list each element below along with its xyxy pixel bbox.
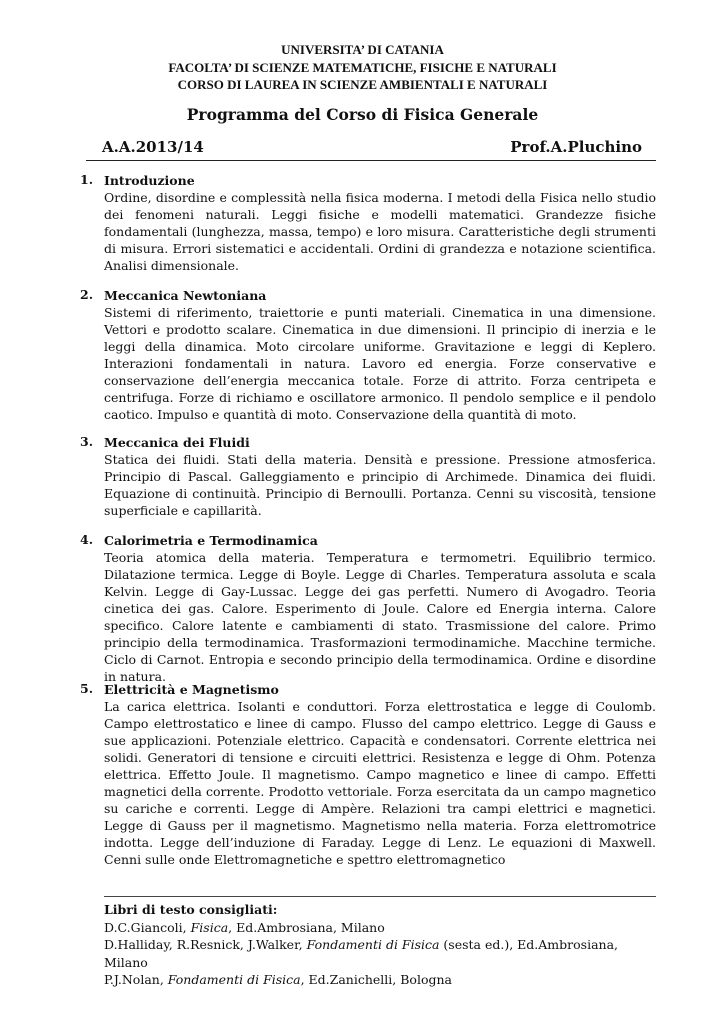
book-title: Fisica [190, 919, 229, 935]
section-number: 3. [80, 434, 94, 449]
section-1 [80, 172, 656, 274]
section-2 [80, 287, 656, 423]
section-5 [80, 681, 656, 868]
book-title: Fondamenti di Fisica [167, 972, 301, 987]
book-publisher: , Ed.Zanichelli, Bologna [300, 972, 452, 987]
section-title: Elettricità e Magnetismo [104, 682, 279, 697]
section-title: Meccanica Newtoniana [104, 288, 267, 303]
section-text: Teoria atomica della materia. Temperatura e termometri. Equilibrio termico. Dilatazione termica. Legge di Boyle. Legge di Charles. Temperatura assoluta e scala Kelvin. Legge di Gay-Lussac. Legge dei gas perfetti. Numero di Avogadro. Teoria cinetica dei gas. Calore. Esperimento di Joule. Calore ed Energia interna. Calore specifico. Calore latente e cambiamenti di stato. Trasmissione del calore. Primo principio della termodinamica. Trasformazioni termodinamiche. Macchine termiche. Ciclo di Carnot. Entropia e secondo principio della termodinamica. Ordine e disordine in natura. [104, 550, 656, 684]
faculty-name: FACOLTA’ DI SCIENZE MATEMATICHE, FISICHE E NATURALI [168, 60, 557, 75]
section-number: 5. [80, 681, 94, 696]
section-text: Statica dei fluidi. Stati della materia. Densità e pressione. Pressione atmosferica. Principio di Pascal. Galleggiamento e principio di Archimede. Dinamica dei fluidi. Equazione di continuità. Principio di Bernoulli. Portanza. Cenni su viscosità, tensione superficiale e capillarità. [104, 452, 656, 518]
book-item [104, 936, 656, 971]
book-author: D.C.Giancoli, [104, 919, 191, 935]
section-3 [80, 434, 656, 519]
section-text: La carica elettrica. Isolanti e conduttori. Forza elettrostatica e legge di Coulomb. Campo elettrostatico e linee di campo. Flusso del campo elettrico. Legge di Gauss e sue applicazioni. Potenziale elettrico. Capacità e condensatori. Corrente elettrica nei solidi. Generatori di tensione e circuiti elettrici. Resistenza e legge di Ohm. Potenza elettrica. Effetto Joule. Il magnetismo. Campo magnetico e linee di campo. Effetti magnetici della corrente. Prodotto vettoriale. Forza esercitata da un campo magnetico su cariche e correnti. Legge di Ampère. Relazioni tra campi elettrici e magnetici. Legge di Gauss per il magnetismo. Magnetismo nella materia. Forza elettromotrice indotta. Legge dell’induzione di Faraday. Legge di Lenz. Le equazioni di Maxwell. Cenni sulle onde Elettromagnetiche e spettro elettromagnetico [104, 699, 656, 867]
section-text: Ordine, disordine e complessità nella fisica moderna. I metodi della Fisica nello studio dei fenomeni naturali. Leggi fisiche e modelli matematici. Grandezze fisiche fondamentali (lunghezza, massa, tempo) e loro misura. Caratteristiche degli strumenti di misura. Errori sistematici e accidentali. Ordini di grandezza e notazione scientifica. Analisi dimensionale. [104, 190, 656, 273]
book-title: Fondamenti di Fisica [306, 937, 440, 952]
book-author: D.Halliday, R.Resnick, J.Walker, [104, 937, 307, 952]
section-title: Meccanica dei Fluidi [104, 435, 250, 450]
professor-name: Prof.A.Pluchino [510, 138, 642, 156]
recommended-books [104, 896, 656, 989]
section-number: 4. [80, 532, 94, 547]
book-publisher: (sesta ed.), Ed.Ambrosiana, Milano [104, 937, 618, 970]
section-number: 1. [80, 172, 94, 187]
book-item [104, 919, 656, 937]
books-heading: Libri di testo consigliati: [104, 902, 278, 917]
university-name: UNIVERSITA’ DI CATANIA [281, 42, 444, 57]
page-title: Programma del Corso di Fisica Generale [186, 105, 539, 124]
book-publisher: , Ed.Ambrosiana, Milano [228, 919, 385, 935]
book-item [104, 971, 656, 989]
course-name: CORSO DI LAUREA IN SCIENZE AMBIENTALI E NATURALI [177, 77, 548, 92]
book-author: P.J.Nolan, [104, 972, 168, 987]
section-number: 2. [80, 287, 94, 302]
year-professor-row [86, 138, 656, 161]
section-title: Calorimetria e Termodinamica [104, 533, 318, 548]
section-title: Introduzione [104, 173, 195, 188]
section-text: Sistemi di riferimento, traiettorie e punti materiali. Cinematica in una dimensione. Vettori e prodotto scalare. Cinematica in due dimensioni. Il principio di inerzia e le leggi della dinamica. Moto circolare uniforme. Gravitazione e leggi di Keplero. Interazioni fondamentali in natura. Lavoro ed energia. Forze conservative e conservazione dell’energia meccanica totale. Forze di attrito. Forza centripeta e centrifuga. Forze di richiamo e oscillatore armonico. Il pendolo semplice e il pendolo caotico. Impulso e quantità di moto. Conservazione della quantità di moto. [104, 305, 656, 422]
academic-year: A.A.2013/14 [102, 138, 204, 156]
section-4 [80, 532, 656, 685]
